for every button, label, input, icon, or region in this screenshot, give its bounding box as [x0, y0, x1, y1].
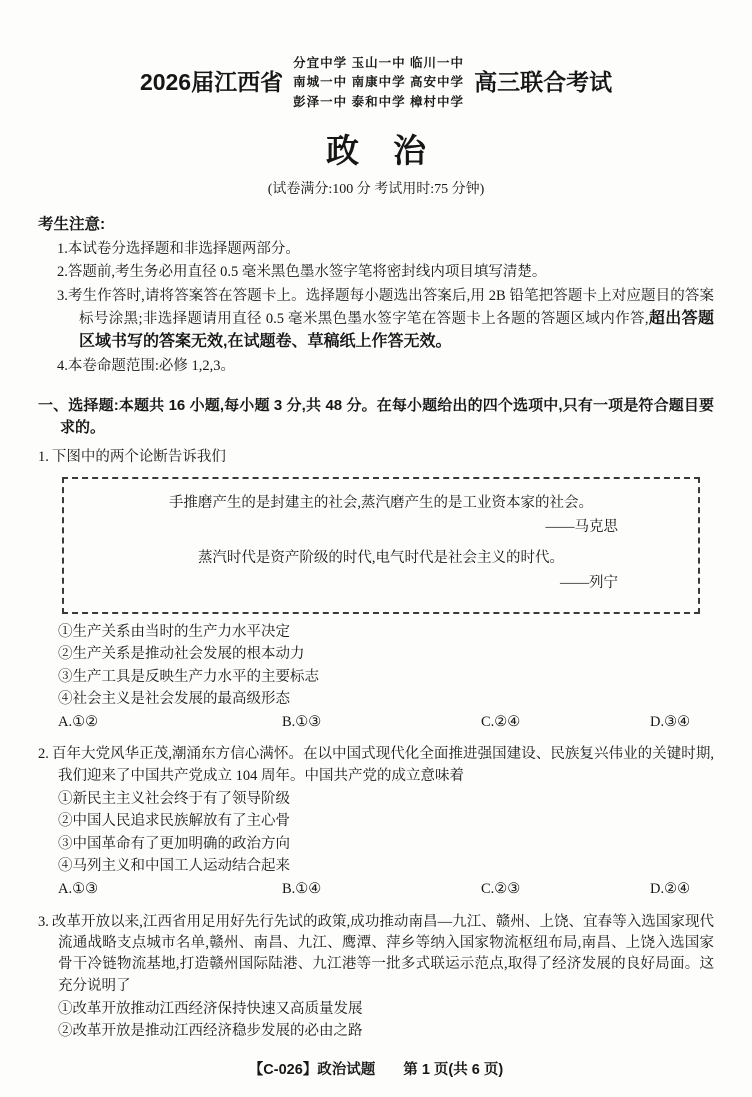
question-2-choice-b: B.①④ [282, 881, 322, 898]
school-row-2: 南城一中 南康中学 高安中学 [293, 75, 465, 90]
question-3-number: 3. [38, 913, 49, 930]
question-3-stem [38, 912, 714, 997]
exam-info-line: (试卷满分:100 分 考试用时:75 分钟) [267, 181, 485, 197]
question-2-stem-text: 百年大党风华正茂,潮涌东方信心满怀。在以中国式现代化全面推进强国建设、民族复兴伟业的关键时期,我们迎来了中国共产党成立 104 周年。中国共产党的成立意味着 [51, 746, 714, 784]
question-3-option-2: ②改革开放是推动江西经济稳步发展的必由之路 [58, 1023, 363, 1040]
quote-source-lenin: ——列宁 [560, 574, 618, 591]
question-1-choices [58, 712, 714, 733]
question-3-option-1: ①改革开放推动江西经济保持快速又高质量发展 [58, 1000, 363, 1017]
question-2-stem [38, 744, 714, 787]
question-2-option-4: ④马列主义和中国工人运动结合起来 [58, 858, 290, 875]
question-1-choice-d: D.③④ [650, 714, 691, 731]
question-1 [38, 443, 714, 736]
question-3-stem-text: 改革开放以来,江西省用足用好先行先试的政策,成功推动南昌—九江、赣州、上饶、宜春等入选国家现代流通战略支点城市名单,赣州、南昌、九江、鹰潭、萍乡等纳入国家物流枢纽布局,南昌、上饶入选国家骨干冷链物流基地,打造赣州国际陆港、九江港等一批多式联运示范点,取得了经济发展的良好局面。这充分说明了 [51, 913, 714, 994]
question-2-option-3: ③中国革命有了更加明确的政治方向 [58, 835, 290, 852]
subject-title: 政治 [326, 132, 460, 170]
question-2-choice-d: D.②④ [650, 881, 691, 898]
notice-item-3-text: 3.考生作答时,请将答案答在答题卡上。选择题每小题选出答案后,用 2B 铅笔把答题卡上对应题目的答案标号涂黑;非选择题请用直径 0.5 毫米黑色墨水签字笔在答题卡上各题的答题区域内作答, [57, 287, 714, 327]
notice-item-4: 4.本卷命题范围:必修 1,2,3。 [57, 357, 236, 374]
notice-label: 考生注意: [38, 216, 106, 234]
question-1-stem-text: 下图中的两个论断告诉我们 [51, 449, 226, 466]
quote-source-marx: ——马克思 [545, 518, 618, 535]
question-1-option-1: ①生产关系由当时的生产力水平决定 [58, 623, 290, 640]
question-1-choice-c: C.②④ [481, 714, 521, 731]
notice-item-3 [57, 286, 714, 354]
question-1-option-4: ④社会主义是社会发展的最高级形态 [58, 690, 290, 707]
question-3 [38, 908, 714, 1044]
notice-section [38, 212, 714, 379]
quote-line-marx: 手推磨产生的是封建主的社会,蒸汽磨产生的是工业资本家的社会。 [168, 494, 594, 511]
section-one-heading: 一、选择题:本题共 16 小题,每小题 3 分,共 48 分。在每小题给出的四个选项中,只有一项是符合题目要求的。 [38, 397, 714, 437]
school-row-3: 彭泽一中 泰和中学 樟村中学 [293, 94, 465, 109]
school-list [293, 54, 464, 111]
exam-title-row [38, 54, 714, 111]
exam-title-right: 高三联合考试 [474, 68, 613, 95]
question-2-option-2: ②中国人民追求民族解放有了主心骨 [58, 813, 290, 830]
quote-line-lenin: 蒸汽时代是资产阶级的时代,电气时代是社会主义的时代。 [197, 550, 565, 567]
notice-item-3-bold-text: 超出答题区域书写的答案无效,在试题卷、草稿纸上作答无效。 [79, 309, 714, 351]
page-footer [38, 1048, 714, 1081]
question-2-choice-c: C.②③ [481, 881, 521, 898]
notice-item-2: 2.答题前,考生务必用直径 0.5 毫米黑色墨水签字笔将密封线内项目填写清楚。 [57, 264, 547, 281]
exam-title-left: 2026届江西省 [139, 68, 284, 95]
question-2-option-1: ①新民主主义社会终于有了领导阶级 [58, 791, 290, 808]
question-1-option-3: ③生产工具是反映生产力水平的主要标志 [58, 668, 319, 685]
question-1-quote-box [62, 477, 700, 614]
question-1-stem [38, 447, 714, 468]
question-1-number: 1. [38, 449, 49, 466]
exam-header [38, 54, 714, 111]
question-1-choice-b: B.①③ [282, 714, 322, 731]
school-row-1: 分宜中学 玉山一中 临川一中 [293, 56, 465, 70]
question-1-option-2: ②生产关系是推动社会发展的根本动力 [58, 646, 305, 663]
question-2-number: 2. [38, 746, 49, 763]
footer-page-number: 第 1 页(共 6 页) [403, 1061, 504, 1078]
notice-item-1: 1.本试卷分选择题和非选择题两部分。 [57, 240, 300, 257]
question-2 [38, 740, 714, 903]
question-2-choice-a: A.①③ [58, 881, 99, 898]
question-1-choice-a: A.①② [58, 714, 99, 731]
footer-paper-code: 【C-026】政治试题 [248, 1061, 376, 1078]
question-2-choices [58, 879, 714, 900]
